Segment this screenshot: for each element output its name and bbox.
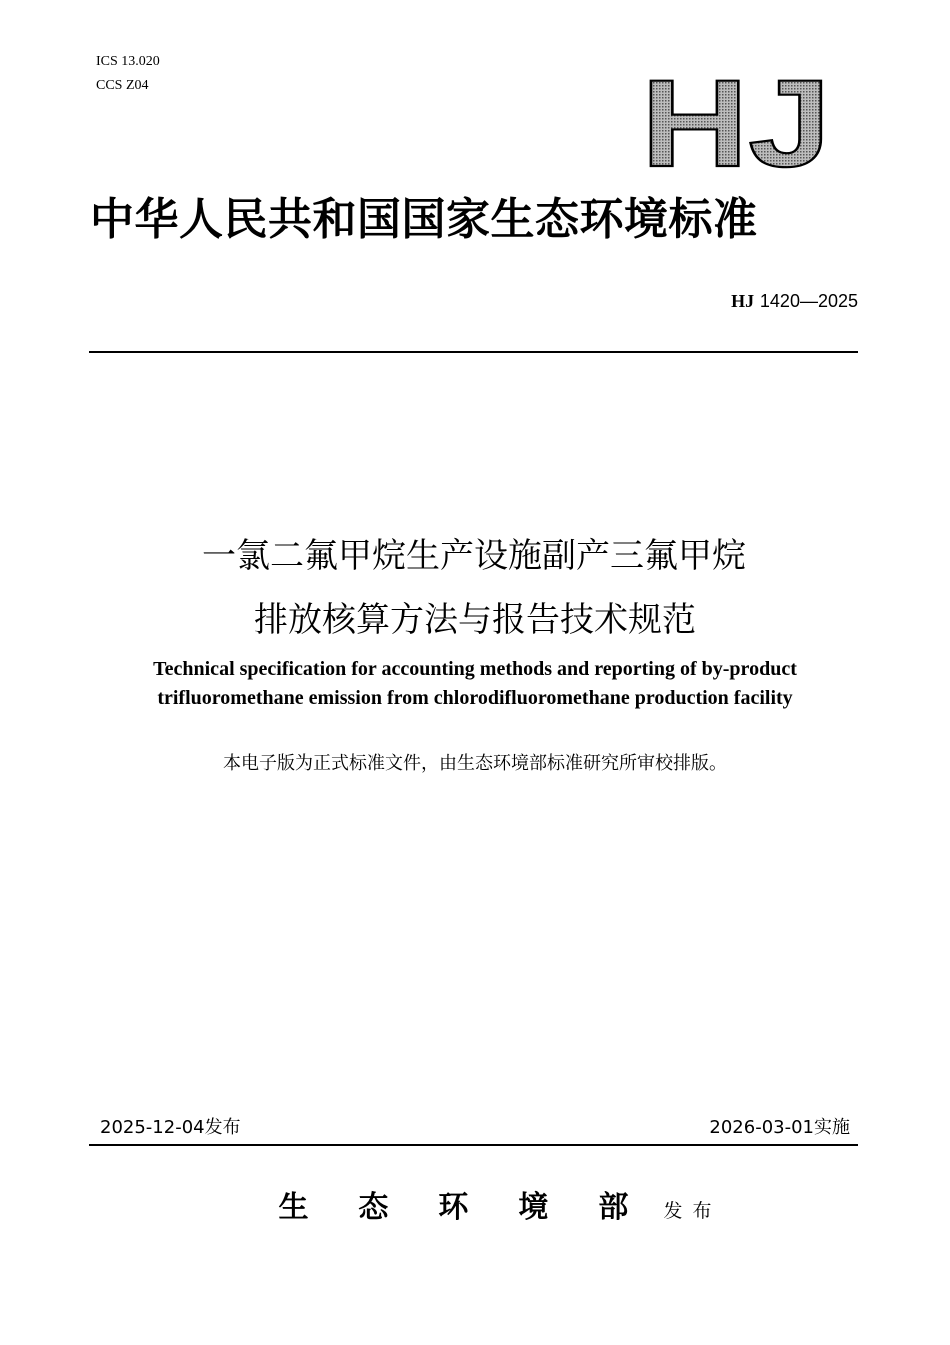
chinese-title-line-1: 一氯二氟甲烷生产设施副产三氟甲烷 [202, 536, 746, 576]
electronic-version-note: 本电子版为正式标准文件，由生态环境部标准研究所审校排版。 [223, 753, 727, 774]
standard-number-prefix: HJ [731, 291, 755, 311]
issuer-action: 发布 [663, 1200, 722, 1222]
english-title-line-2: trifluoromethane emission from chlorodifluoromethane production facility [157, 687, 793, 709]
standard-number-value: 1420—2025 [759, 291, 858, 311]
issuer [0, 1188, 950, 1231]
bottom-divider [89, 1144, 858, 1146]
chinese-title-line-2: 排放核算方法与报告技术规范 [254, 600, 696, 640]
svg-text:HJ: HJ [641, 70, 831, 170]
hj-logo [638, 70, 834, 170]
implementation-date: 2026-03-01实施 [709, 1117, 850, 1138]
issuer-name: 生态环境部 [278, 1190, 679, 1225]
english-title-line-1: Technical specification for accounting methods and reporting of by-product [153, 658, 797, 680]
issue-date: 2025-12-04发布 [100, 1117, 241, 1138]
ics-code: ICS 13.020 [96, 54, 160, 69]
top-divider [89, 351, 858, 353]
national-standard-title: 中华人民共和国国家生态环境标准 [90, 194, 758, 245]
standard-number [731, 290, 858, 313]
ccs-code: CCS Z04 [96, 78, 149, 93]
